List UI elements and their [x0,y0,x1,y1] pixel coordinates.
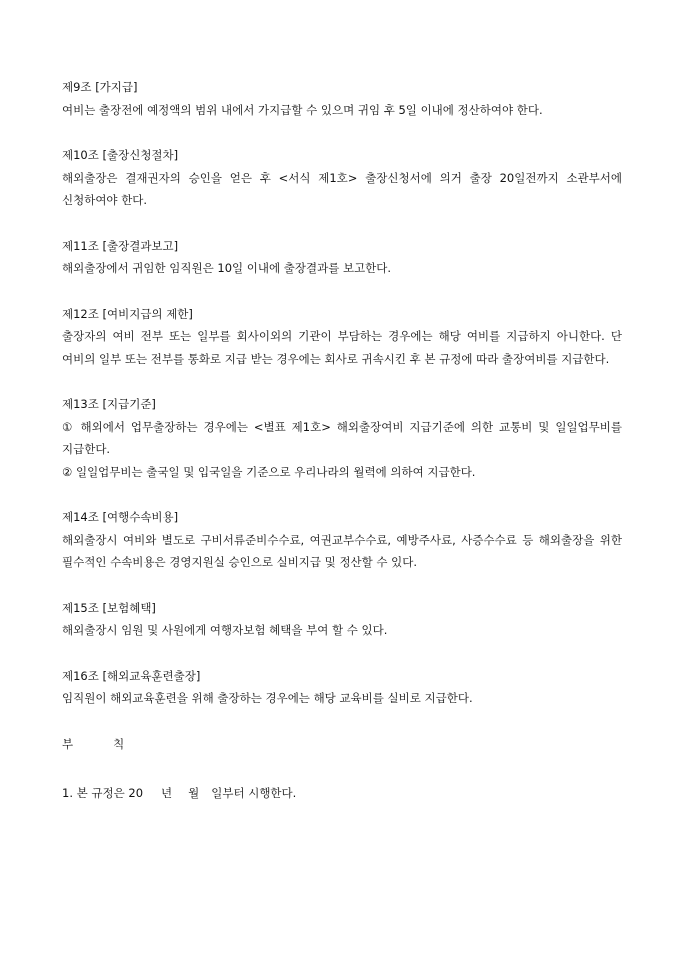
enforcement-text-end: 일부터 시행한다. [211,786,297,800]
enforcement-text-start: 1. 본 규정은 20 [62,786,144,800]
article-item-2: ② 일일업무비는 출국일 및 입국일을 기준으로 우리나라의 월력에 의하여 지급한다. [62,464,476,479]
article-body: 해외출장시 임원 및 사원에게 여행자보험 혜택을 부여 할 수 있다. [62,623,388,637]
article-body: 해외출장에서 귀임한 임직원은 10일 이내에 출장결과를 보고한다. [62,261,392,275]
article-body: 해외출장은 결재권자의 승인을 얻은 후 <서식 제1호> 출장신청서에 의거 출장 20일전까지 소관부서에 신청하여야 한다. [62,170,622,207]
article-body: 임직원이 해외교육훈련을 위해 출장하는 경우에는 해당 교육비를 실비로 지급한다. [62,691,473,705]
article-title: 제14조 [여행수속비용] [62,510,179,524]
article-16 [62,665,622,710]
article-title: 제16조 [해외교육훈련출장] [62,668,201,683]
appendix-title-part2: 칙 [113,736,125,751]
article-12 [62,303,622,371]
article-title: 제9조 [가지급] [62,80,138,94]
article-11 [62,235,622,280]
document-page [62,76,622,805]
article-13 [62,393,622,483]
appendix-title [62,733,622,756]
article-item-1: ① 해외에서 업무출장하는 경우에는 <별표 제1호> 해외출장여비 지급기준에 의한 교통비 및 일일업무비를 지급한다. [62,419,622,456]
article-10 [62,144,622,212]
article-body: 출장자의 여비 전부 또는 일부를 회사이외의 기관이 부담하는 경우에는 해당 여비를 지급하지 아니한다. 단 여비의 일부 또는 전부를 통화로 지급 받는 경우에는 회사로 귀속시킨 후 본 규정에 따라 출장여비를 지급한다. [62,329,623,366]
article-title: 제10조 [출장신청절차] [62,148,179,162]
article-title: 제15조 [보험혜택] [62,600,156,615]
appendix-title-part1: 부 [62,736,74,751]
article-title: 제12조 [여비지급의 제한] [62,306,193,321]
article-9 [62,76,622,121]
enforcement-clause [62,782,622,805]
article-body: 여비는 출장전에 예정액의 범위 내에서 가지급할 수 있으며 귀임 후 5일 이내에 정산하여야 한다. [62,102,543,117]
article-title: 제13조 [지급기준] [62,397,156,411]
article-body: 해외출장시 여비와 별도로 구비서류준비수수료, 여권교부수수료, 예방주사료, 사증수수료 등 해외출장을 위한 필수적인 수속비용은 경영지원실 승인으로 실비지급 및 정산할 수 있다. [62,532,622,569]
article-15 [62,597,622,642]
article-14 [62,506,622,574]
enforcement-year: 년 [161,786,173,800]
article-title: 제11조 [출장결과보고] [62,238,179,253]
enforcement-month: 월 [188,786,200,800]
